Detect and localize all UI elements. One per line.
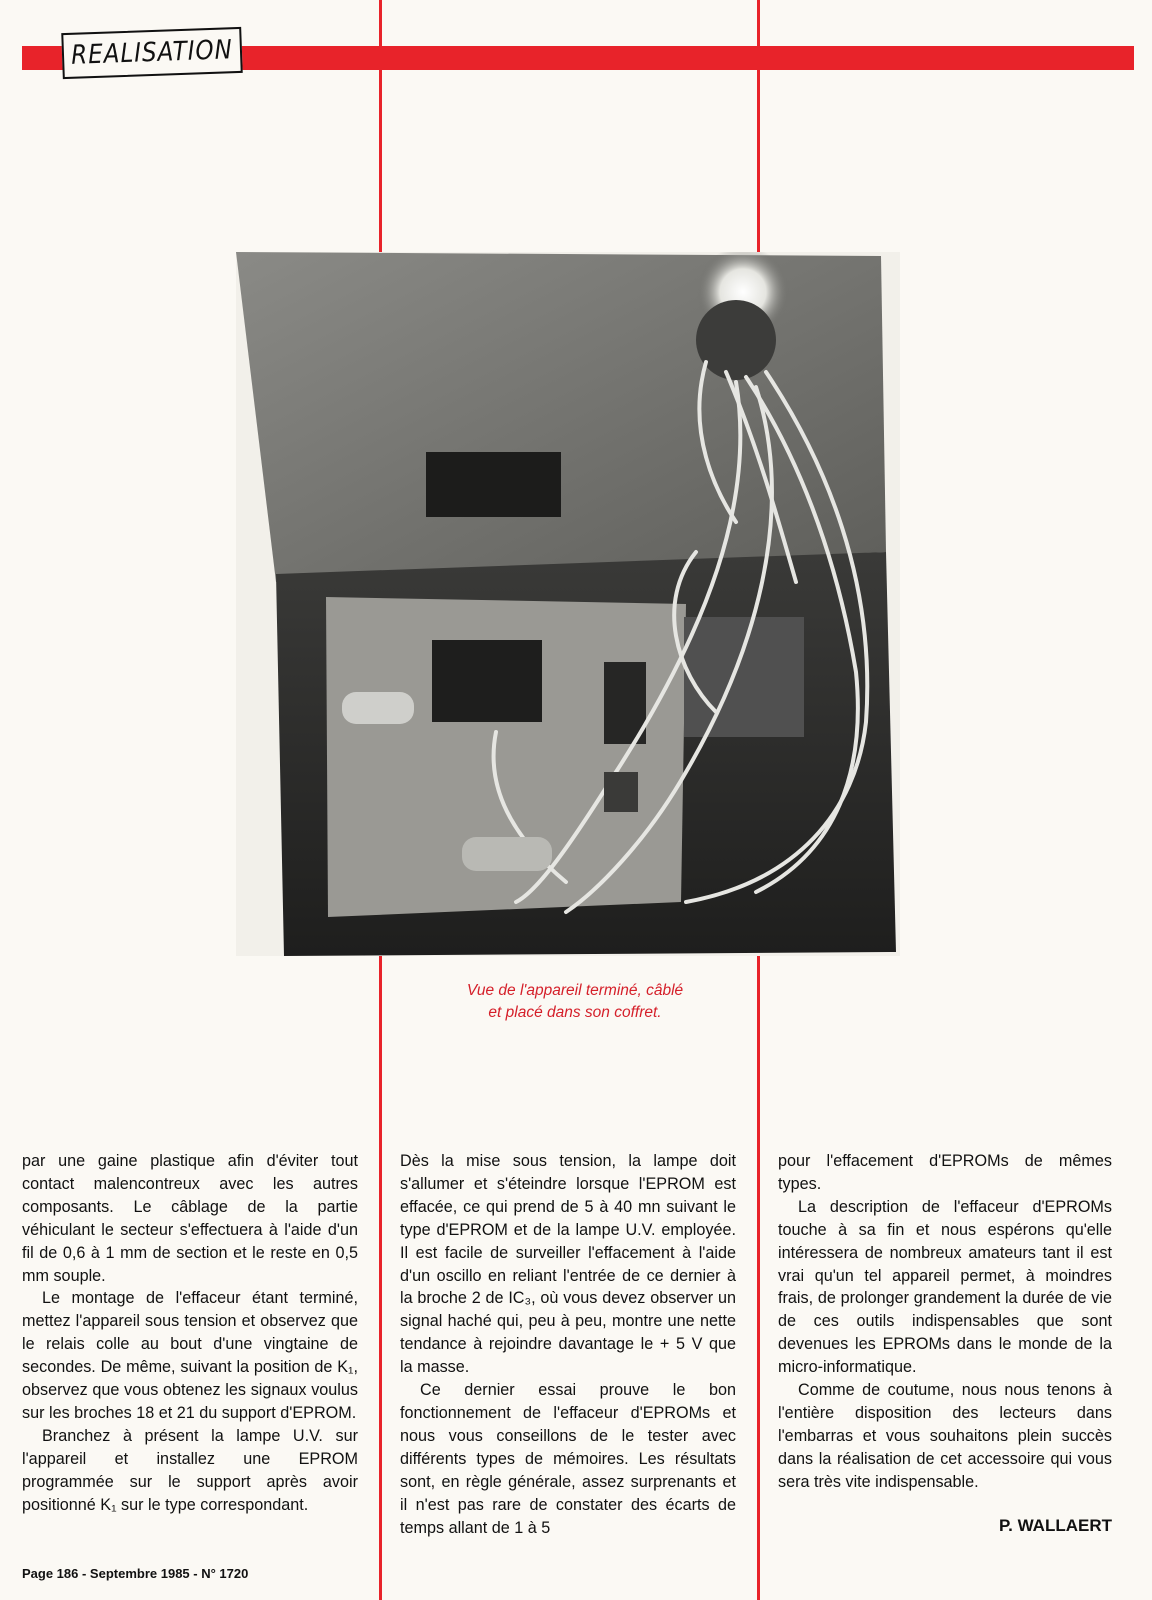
caption-line-1: Vue de l'appareil terminé, câblé xyxy=(466,982,684,999)
box-lid xyxy=(236,252,886,582)
author-signature: P. WALLAERT xyxy=(998,1516,1112,1535)
transformer xyxy=(684,617,804,737)
ic-socket xyxy=(432,640,542,722)
figure-caption xyxy=(388,980,762,1024)
relay xyxy=(604,772,638,812)
paragraph: Dès la mise sous tension, la lampe doit s'allumer et s'éteindre lorsque l'EPROM est effacée, ce qui prend de 5 à 40 mn suivant le type d'EPROM et de la lampe U.V. employée. Il est facile de surveiller l'effacement à l'aide d'un oscillo en reliant l'entrée de ce dernier à la broche 2 de IC₃, où vous devez observer un signal haché qui, peu à peu, montre une nette tendance à rejoindre davantage le + 5 V que la masse. xyxy=(400,1152,736,1377)
device-photo xyxy=(236,252,900,956)
caption-line-2: et placé dans son coffret. xyxy=(488,1004,662,1021)
section-label: REALISATION xyxy=(70,35,234,71)
paragraph: Ce dernier essai prouve le bon fonctionnement de l'effaceur d'EPROMs et nous vous conseillons de le tester avec différents types de mémoires. Les résultats sont, en règle générale, assez surprenants et il n'est pas rare de constater des écarts de temps allant de 1 à 5 xyxy=(400,1381,736,1537)
paragraph: Le montage de l'effaceur étant terminé, mettez l'appareil sous tension et observez que le relais colle au bout d'une vingtaine de secondes. De même, suivant la position de K₁, observez que vous obtenez les signaux voulus sur les broches 18 et 21 du support d'EPROM. xyxy=(22,1289,358,1422)
text-column-2 xyxy=(400,1150,736,1539)
lamp-holder xyxy=(696,300,776,380)
paragraph: pour l'effacement d'EPROMs de mêmes types. xyxy=(778,1152,1112,1193)
paragraph: Comme de coutume, nous nous tenons à l'entière disposition des lecteurs dans l'embarras et vous souhaitons plein succès dans la réalisation de cet accessoire qui vous sera très vite indispensable. xyxy=(778,1381,1112,1491)
paragraph: Branchez à présent la lampe U.V. sur l'appareil et installez une EPROM programmée sur le support après avoir positionné K₁ sur le type correspondant. xyxy=(22,1426,358,1514)
text-column-1 xyxy=(22,1150,358,1517)
text-column-3 xyxy=(778,1150,1112,1494)
paragraph: La description de l'effaceur d'EPROMs touche à sa fin et nous espérons qu'elle intéressera de nombreux amateurs tant il est vrai qu'un tel appareil permet, à moindres frais, de prolonger grandement la durée de vie de ces outils indispensables que sont devenues les EPROMs dans le monde de la micro-informatique. xyxy=(778,1197,1112,1377)
lid-window xyxy=(426,452,561,517)
power-capacitor xyxy=(462,837,552,871)
page-footer: Page 186 - Septembre 1985 - N° 1720 xyxy=(22,1566,249,1581)
paragraph: par une gaine plastique afin d'éviter tout contact malencontreux avec les autres composants. Le câblage de la partie véhiculant le secteur s'effectuera à l'aide d'un fil de 0,6 à 1 mm de section et le reste en 0,5 mm souple. xyxy=(22,1152,358,1285)
section-tag xyxy=(61,27,242,79)
capacitor xyxy=(342,692,414,724)
